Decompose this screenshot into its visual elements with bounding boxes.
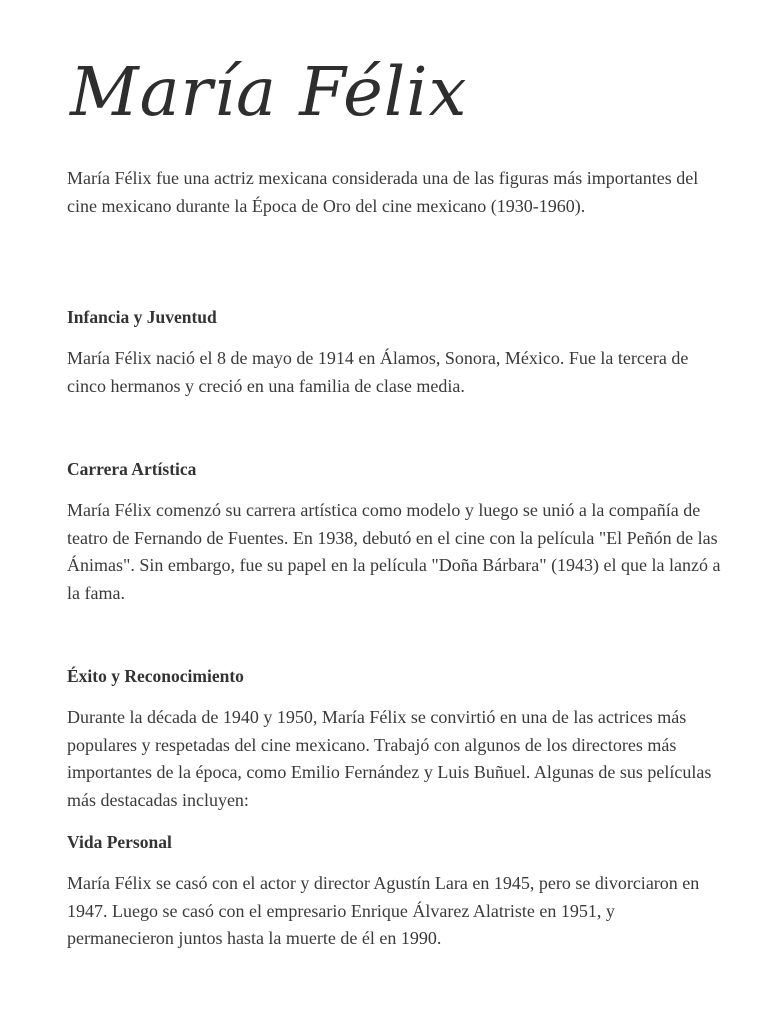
section-body-exito: Durante la década de 1940 y 1950, María Félix se convirtió en una de las actrices más populares y respetadas del cine mexicano. Trabajó con algunos de los directores más importantes de la época, como Emilio Fernández y Luis Buñuel. Algunas de sus películas más destacadas incluyen: — [67, 707, 712, 810]
section-heading-exito: Éxito y Reconocimiento — [67, 666, 244, 686]
section-body-infancia: María Félix nació el 8 de mayo de 1914 en Álamos, Sonora, México. Fue la tercera de cinco hermanos y creció en una familia de clase media. — [67, 348, 689, 396]
section-body-vida: María Félix se casó con el actor y director Agustín Lara en 1945, pero se divorciaron en 1947. Luego se casó con el empresario Enrique Álvarez Alatriste en 1951, y permanecieron juntos hasta la muerte de él en 1990. — [67, 873, 700, 948]
section-body-carrera: María Félix comenzó su carrera artística como modelo y luego se unió a la compañía de teatro de Fernando de Fuentes. En 1938, debutó en el cine con la película "El Peñón de las Ánimas". Sin embargo, fue su papel en la película "Doña Bárbara" (1943) el que la lanzó a la fama. — [67, 500, 721, 603]
section-heading-vida: Vida Personal — [67, 832, 172, 852]
section-heading-infancia: Infancia y Juventud — [67, 307, 217, 327]
page-title: María Félix — [70, 53, 468, 131]
intro-paragraph: María Félix fue una actriz mexicana considerada una de las figuras más importantes del cine mexicano durante la Época de Oro del cine mexicano (1930-1960). — [67, 168, 699, 216]
section-heading-carrera: Carrera Artística — [67, 459, 197, 479]
